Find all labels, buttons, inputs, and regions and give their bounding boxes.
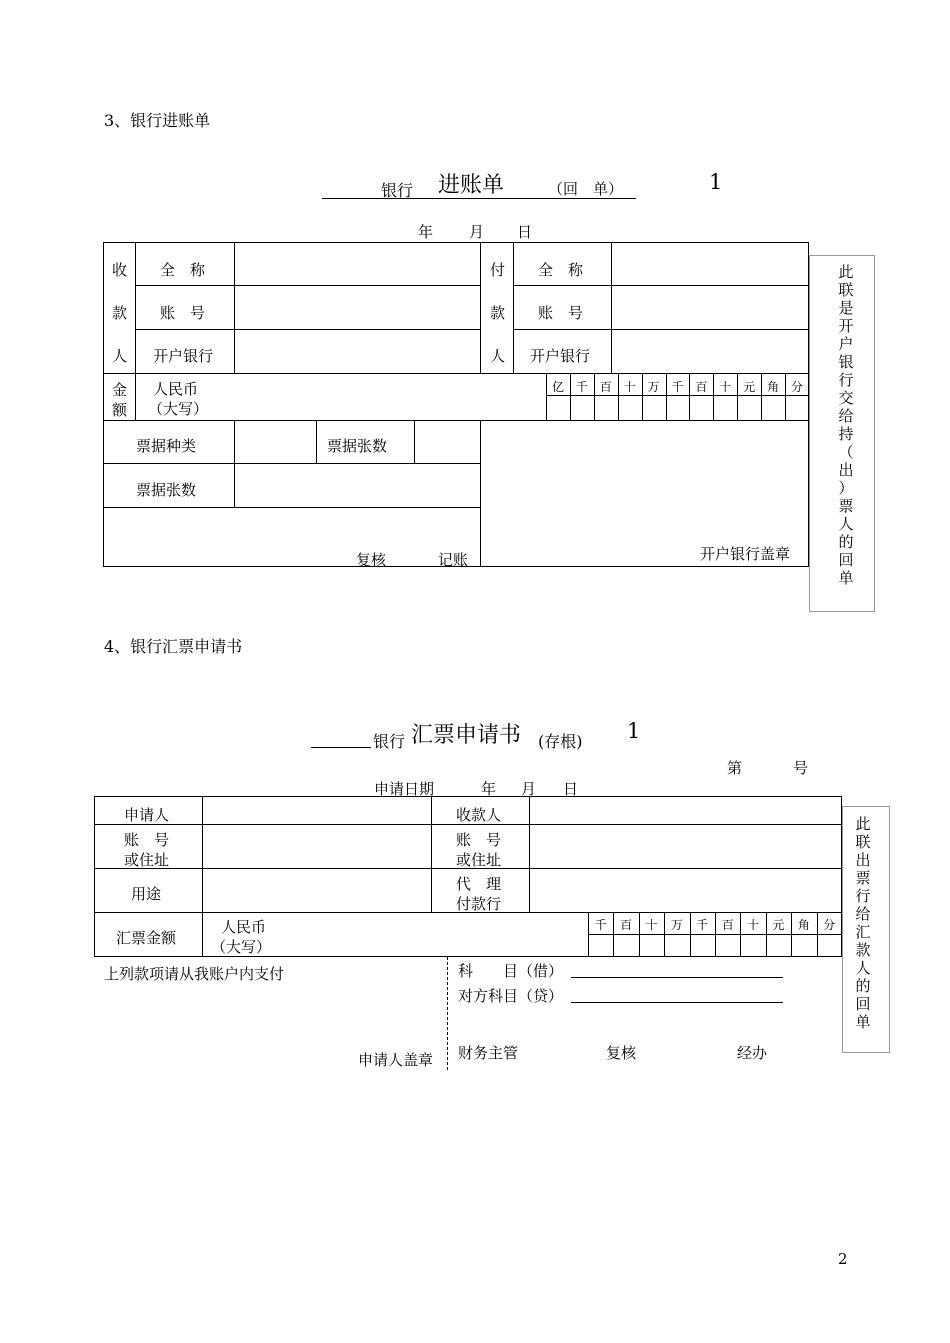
title4-bank: 银行: [373, 732, 406, 751]
subject-credit-label: 对方科目（贷）: [458, 987, 564, 1005]
applicant-account-label-1: 账 号: [124, 831, 170, 849]
bank-seal-label: 开户银行盖章: [700, 545, 791, 563]
amount-unit-5: 千: [671, 380, 684, 394]
deposit-slip-frame: [103, 242, 809, 567]
title3-bank: 银行: [381, 181, 414, 200]
draft-amount-unit-0: 千: [594, 918, 607, 932]
draft-amount-unit-3: 万: [670, 918, 683, 932]
amount-unit-8: 元: [743, 380, 756, 394]
payer-bank-label: 开户银行: [530, 347, 591, 365]
bookkeeping-label: 记账: [438, 551, 469, 569]
amount-unit-4: 万: [647, 380, 660, 394]
rmb-label-4: 人民币: [221, 918, 267, 936]
amount-unit-9: 角: [767, 380, 780, 394]
finance-manager-label: 财务主管: [458, 1044, 519, 1062]
title4-sub: (存根): [538, 732, 583, 751]
bill-count-label: 票据张数: [327, 437, 388, 455]
date3-year: 年: [418, 223, 434, 241]
date4-day: 日: [563, 780, 579, 798]
page-number: 2: [838, 1250, 848, 1268]
payee-account-label-1: 账 号: [456, 831, 502, 849]
payee-bank-label: 开户银行: [153, 347, 214, 365]
side-note-4: 此 联 出 票 行 给 汇 款 人 的 回 单: [855, 815, 871, 1031]
subject-debit-label: 科 目（借）: [458, 962, 564, 980]
applicant-label: 申请人: [124, 806, 170, 824]
applicant-seal-label: 申请人盖章: [358, 1051, 434, 1069]
draft-amount-unit-5: 百: [721, 918, 734, 932]
date3-month: 月: [469, 223, 485, 241]
side-note-3: 此 联 是 开 户 银 行 交 给 持 （ 出 ） 票 人 的 回 单: [838, 263, 854, 587]
purpose-label: 用途: [131, 885, 162, 903]
payee-account-label-2: 或住址: [456, 851, 502, 869]
payee-account-label: 账 号: [160, 304, 206, 322]
title3-sub: （回 单）: [548, 180, 624, 198]
payer-char-3: 人: [490, 347, 506, 365]
number-suffix: 号: [793, 759, 809, 777]
payer-char-2: 款: [490, 304, 506, 322]
payer-full-name-label: 全 称: [538, 261, 584, 279]
amount-char-1: 金: [112, 381, 128, 399]
dashed-divider: [447, 957, 448, 1070]
bill-count-label-2: 票据张数: [136, 481, 197, 499]
draft-amount-unit-8: 角: [797, 918, 810, 932]
draft-amount-label: 汇票金额: [116, 929, 177, 947]
amount-unit-1: 千: [575, 380, 588, 394]
draft-amount-unit-9: 分: [823, 918, 836, 932]
payer-account-label: 账 号: [538, 304, 584, 322]
section4-heading: 4、银行汇票申请书: [104, 637, 243, 656]
draft-amount-unit-2: 十: [645, 918, 658, 932]
title3-main: 进账单: [438, 173, 505, 198]
uppercase-label-4: （大写）: [211, 938, 272, 956]
amount-unit-2: 百: [599, 380, 612, 394]
draft-amount-unit-1: 百: [620, 918, 633, 932]
agent-label-1: 代 理: [456, 875, 502, 893]
agent-label-2: 付款行: [456, 895, 502, 913]
uppercase-label: （大写）: [148, 400, 209, 418]
payee-label: 收款人: [456, 806, 502, 824]
draft-amount-unit-4: 千: [696, 918, 709, 932]
pay-from-account-text: 上列款项请从我账户内支付: [104, 965, 285, 983]
amount-unit-7: 十: [719, 380, 732, 394]
title4-copy-no: 1: [627, 719, 641, 743]
title4-main: 汇票申请书: [411, 723, 522, 748]
payee-char-3: 人: [112, 347, 128, 365]
amount-unit-6: 百: [695, 380, 708, 394]
amount-unit-0: 亿: [551, 380, 564, 394]
amount-char-2: 额: [112, 401, 128, 419]
date4-month: 月: [521, 780, 537, 798]
title3-copy-no: 1: [709, 170, 723, 194]
title4-underline: [311, 747, 371, 748]
draft-amount-unit-6: 十: [747, 918, 760, 932]
section3-heading: 3、银行进账单: [104, 111, 211, 130]
amount-unit-3: 十: [623, 380, 636, 394]
review-label: 复核: [356, 551, 387, 569]
apply-date-label: 申请日期: [374, 780, 435, 798]
handler-label: 经办: [737, 1044, 768, 1062]
payee-char-2: 款: [112, 304, 128, 322]
bill-type-label: 票据种类: [136, 437, 197, 455]
rmb-label: 人民币: [153, 380, 199, 398]
number-label: 第: [727, 759, 743, 777]
amount-unit-10: 分: [791, 380, 804, 394]
date3-day: 日: [517, 223, 533, 241]
payer-char-1: 付: [490, 261, 506, 279]
draft-amount-unit-7: 元: [772, 918, 785, 932]
date4-year: 年: [481, 780, 497, 798]
review-label-4: 复核: [606, 1044, 637, 1062]
payee-full-name-label: 全 称: [160, 261, 206, 279]
applicant-account-label-2: 或住址: [124, 851, 170, 869]
payee-char-1: 收: [112, 261, 128, 279]
